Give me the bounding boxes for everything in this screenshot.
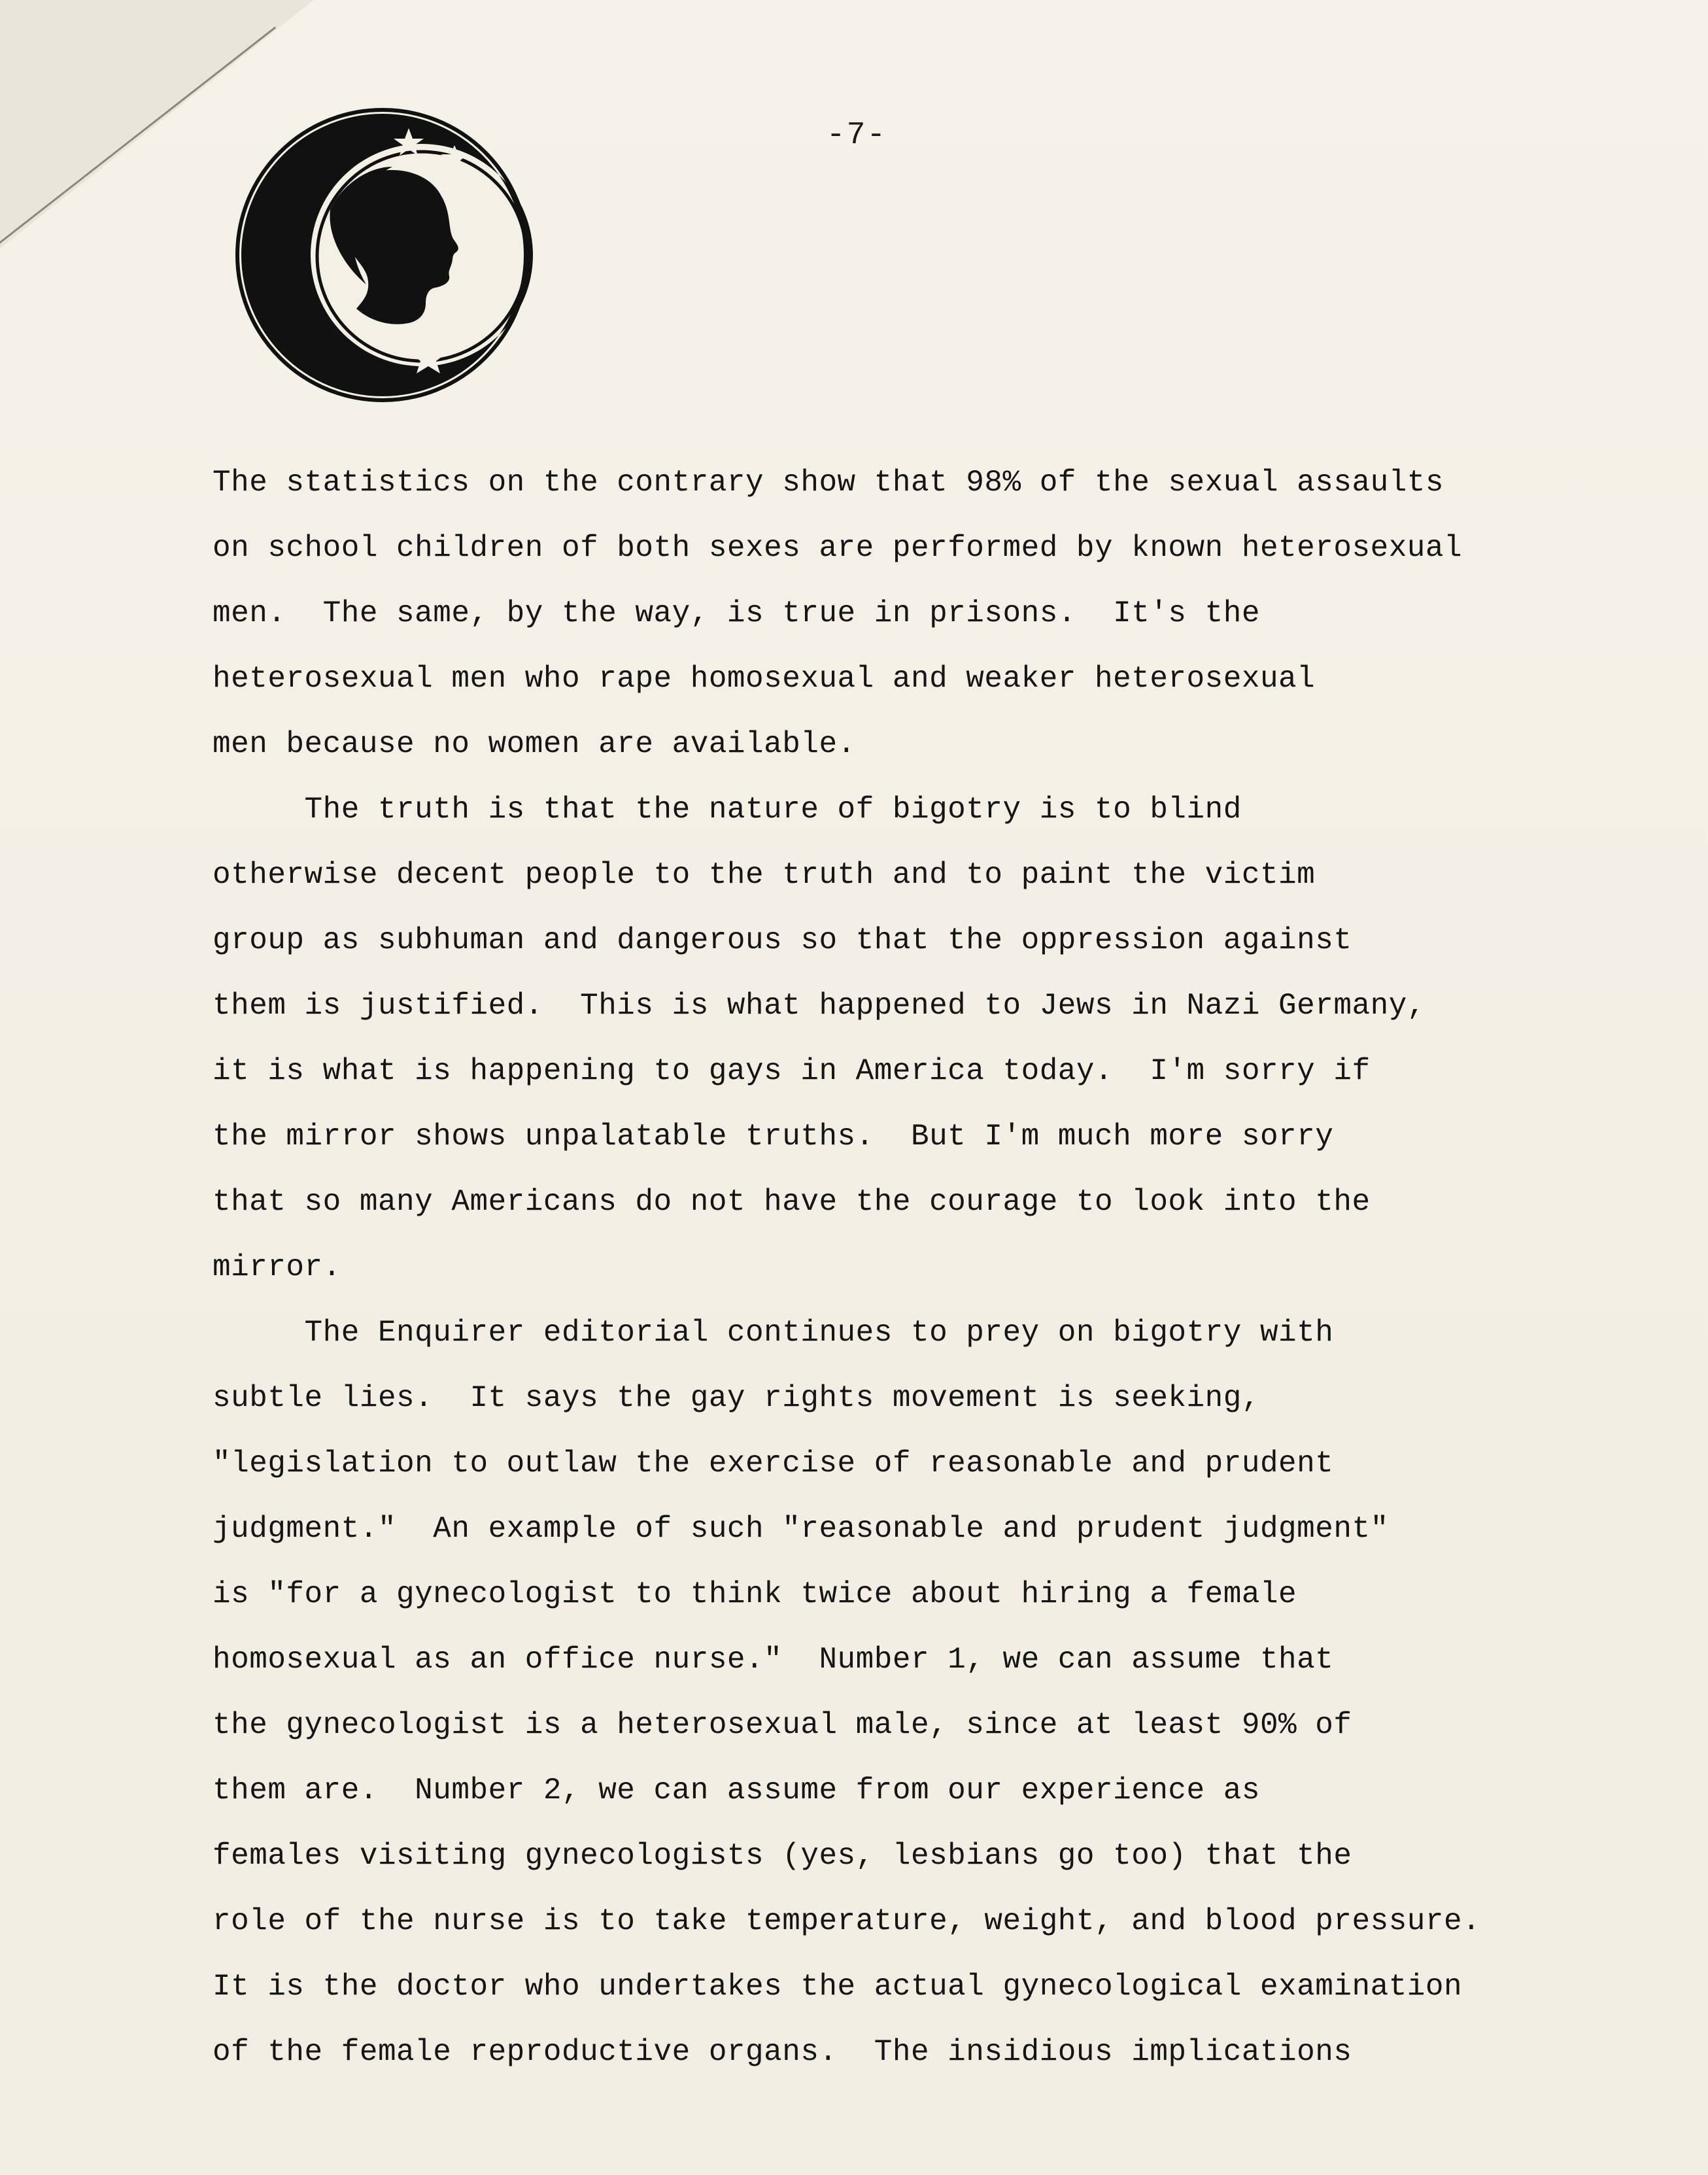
text-line: The Enquirer editorial continues to prey on bigotry with: [213, 1316, 1334, 1350]
text-line: group as subhuman and dangerous so that the oppression against: [213, 923, 1352, 957]
text-line: role of the nurse is to take temperature, weight, and blood pressure.: [213, 1904, 1481, 1938]
text-line: on school children of both sexes are performed by known heterosexual: [213, 531, 1463, 565]
moon-profile-logo-icon: [232, 105, 533, 405]
text-line: that so many Americans do not have the courage to look into the: [213, 1185, 1371, 1219]
text-line: "legislation to outlaw the exercise of reasonable and prudent: [213, 1447, 1334, 1481]
text-line: heterosexual men who rape homosexual and weaker heterosexual: [213, 662, 1316, 696]
text-line: of the female reproductive organs. The insidious implications: [213, 2035, 1352, 2069]
text-line: subtle lies. It says the gay rights movement is seeking,: [213, 1381, 1260, 1415]
text-line: it is what is happening to gays in America today. I'm sorry if: [213, 1054, 1371, 1088]
body-text: [213, 450, 1651, 2085]
text-line: The truth is that the nature of bigotry is to blind: [213, 793, 1242, 827]
text-line: The statistics on the contrary show that 98% of the sexual assaults: [213, 466, 1444, 500]
page-number: -7-: [826, 118, 887, 153]
text-line: homosexual as an office nurse." Number 1, we can assume that: [213, 1643, 1334, 1677]
text-line: It is the doctor who undertakes the actual gynecological examination: [213, 1970, 1463, 2004]
text-line: is "for a gynecologist to think twice about hiring a female: [213, 1577, 1297, 1611]
text-line: judgment." An example of such "reasonable and prudent judgment": [213, 1512, 1389, 1546]
text-line: otherwise decent people to the truth and to paint the victim: [213, 858, 1316, 892]
text-line: females visiting gynecologists (yes, lesbians go too) that the: [213, 1839, 1352, 1873]
text-line: men because no women are available.: [213, 727, 856, 761]
text-line: mirror.: [213, 1250, 341, 1284]
text-line: men. The same, by the way, is true in prisons. It's the: [213, 596, 1260, 630]
text-line: the mirror shows unpalatable truths. But I'm much more sorry: [213, 1120, 1334, 1154]
text-line: the gynecologist is a heterosexual male, since at least 90% of: [213, 1708, 1352, 1742]
text-line: them are. Number 2, we can assume from our experience as: [213, 1773, 1260, 1807]
text-line: them is justified. This is what happened to Jews in Nazi Germany,: [213, 989, 1426, 1023]
